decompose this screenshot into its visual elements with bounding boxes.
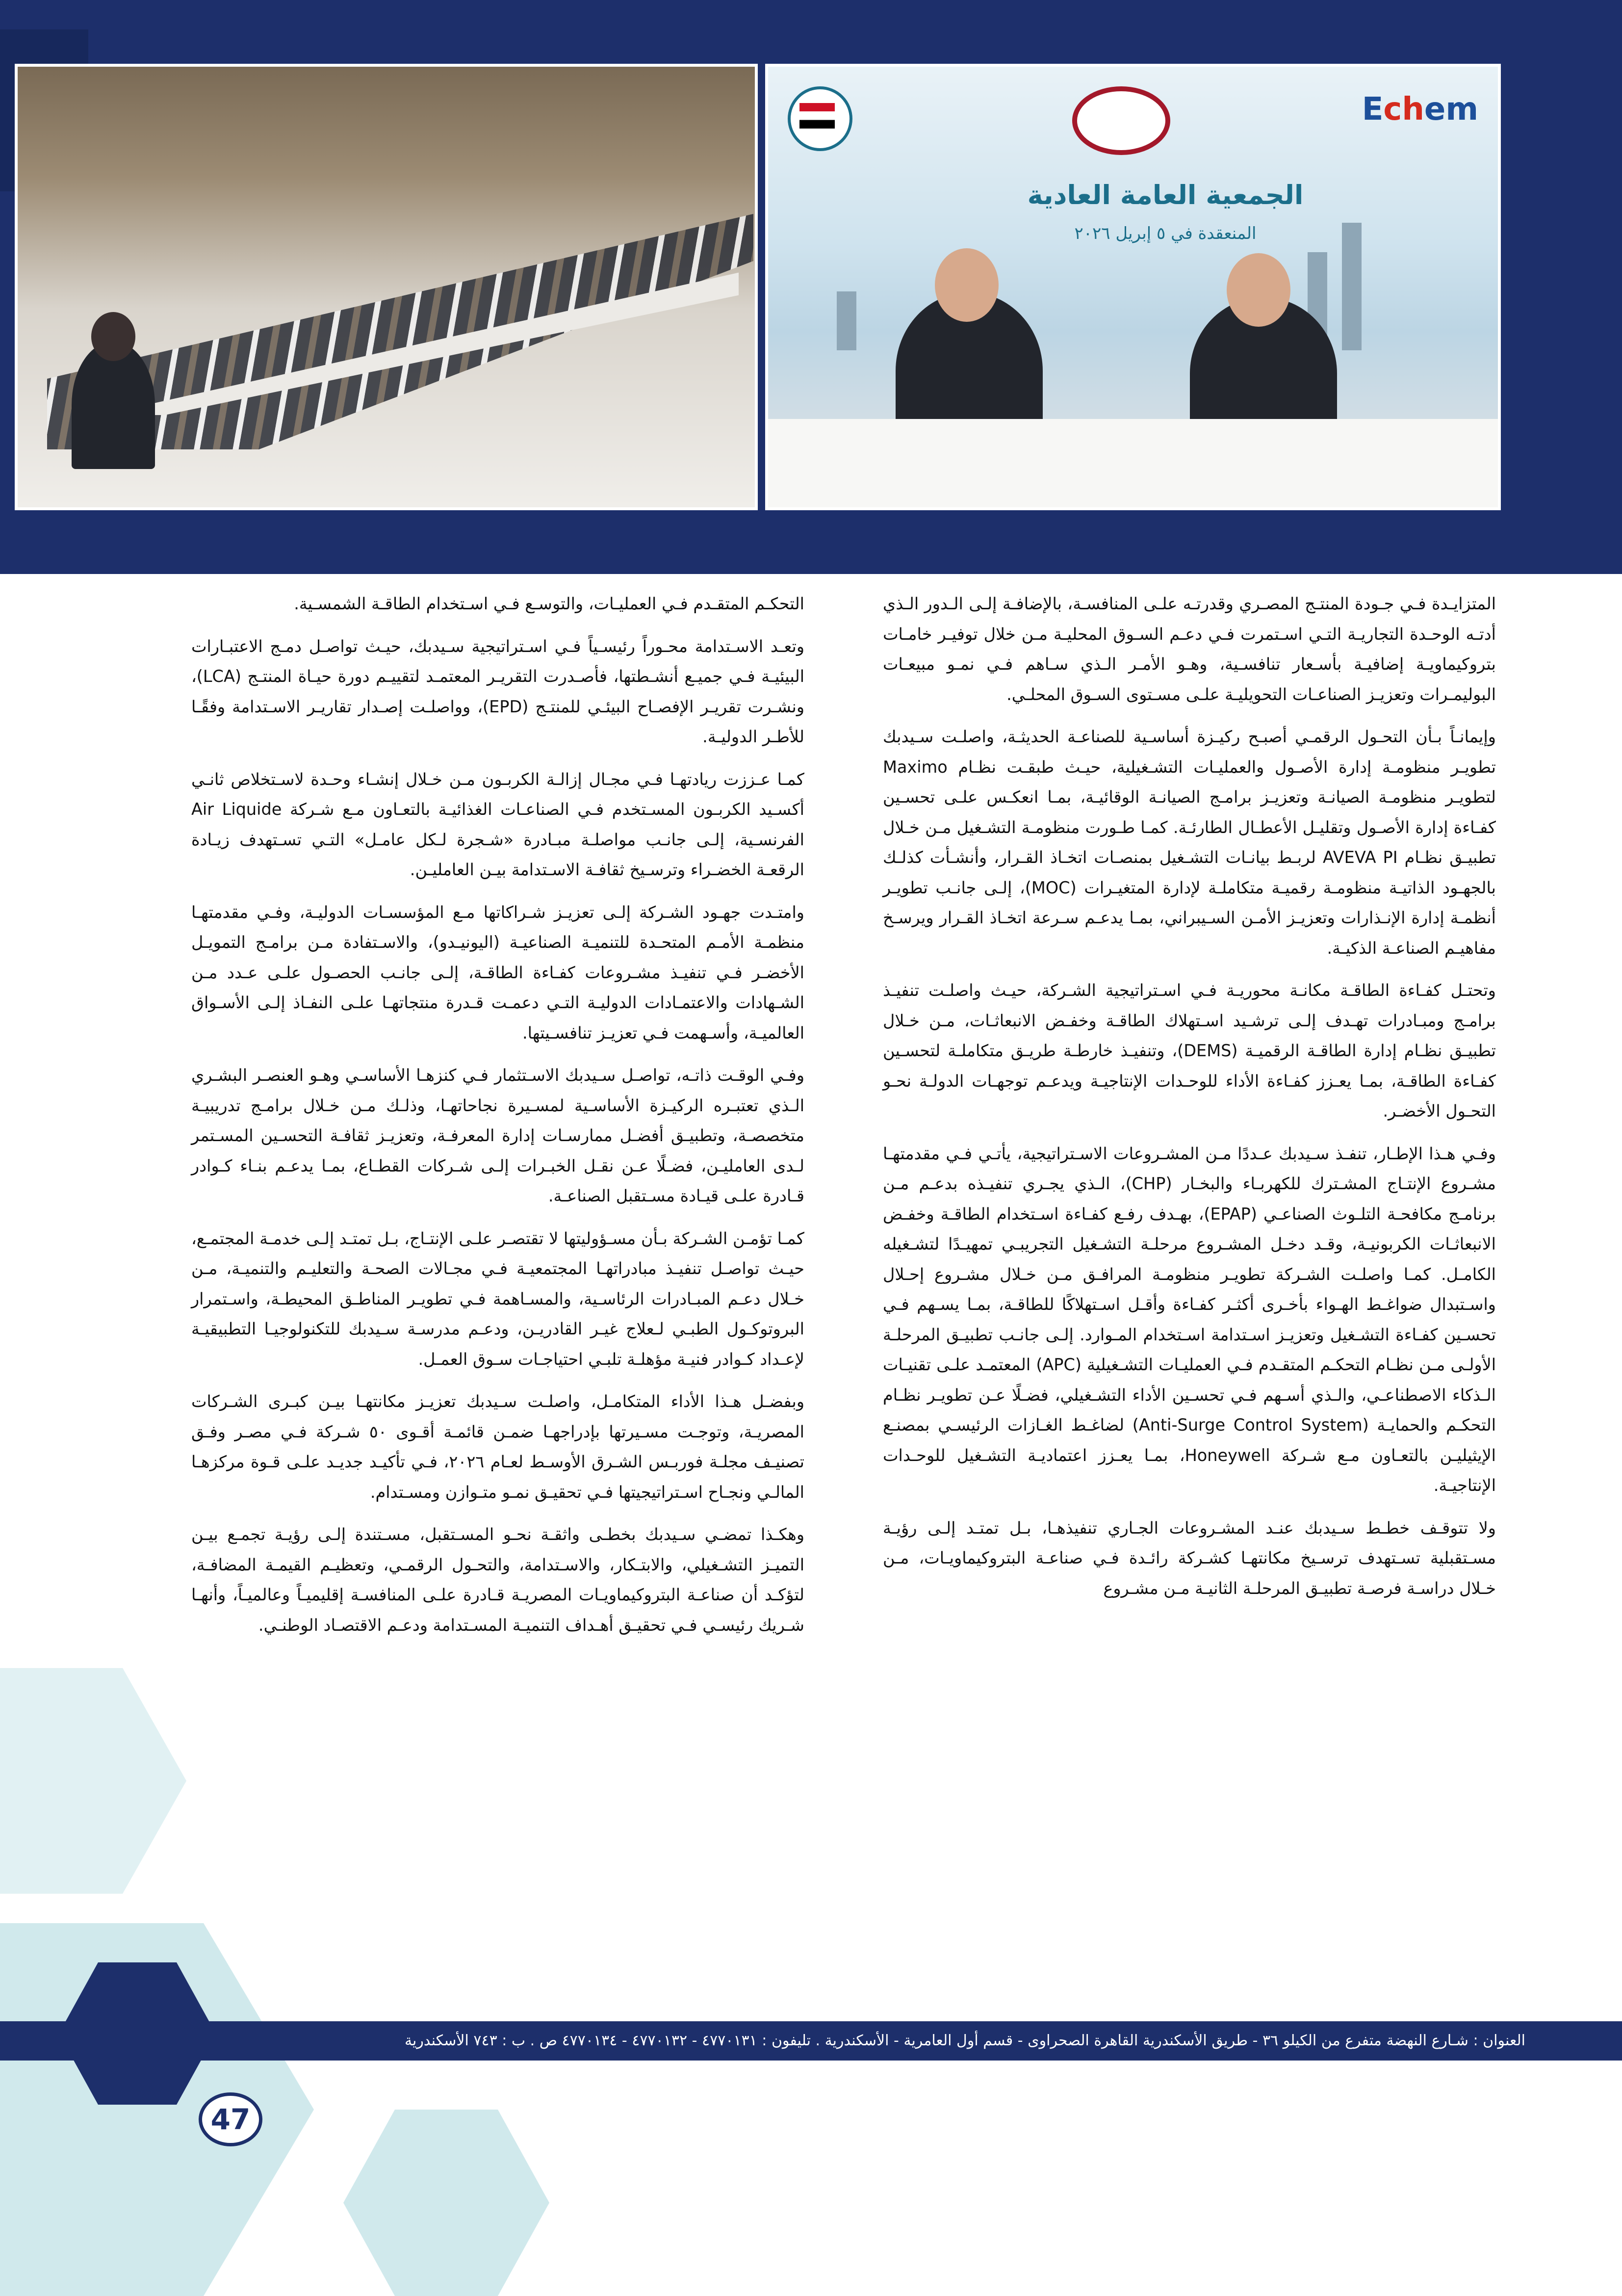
general-assembly-photo: [765, 64, 1501, 510]
paragraph: وفـي الوقـت ذاتـه، تواصـل سـيدبك الاسـتثمار فـي كنزهـا الأساسـي وهـو العنصـر البشـري الـذي تعتبـره الركيـزة الأساسـية لمسـيرة نجاحاتهـا، وذلـك مـن خـلال برامـج تدريبيـة متخصصـة، وتطبيـق أفضـل ممارسـات إدارة المعرفـة، وتعزيـز ثقافـة التحسـين المسـتمر لـدى العامليـن، فضـلًا عـن نقـل الخبـرات إلـى شـركات القطـاع، بمـا يدعـم بنـاء كـوادر قـادرة علـى قيـادة مسـتقبل الصناعـة.: [191, 1066, 804, 1205]
article-column-right: [883, 589, 1496, 1616]
paragraph: وبفضـل هـذا الأداء المتكامـل، واصلـت سـيدبك تعزيـز مكانتهـا بيـن كبـرى الشـركات المصريـة، وتوجـت مسـيرتها بإدراجهـا ضمـن قائمـة أقـوى ٥٠ شـركة فـي مصـر وفـق تصنيـف مجلـة فوربـس الشـرق الأوسـط لعـام ٢٠٢٦، فـي تأكيـد جديـد علـى قـوة مركزهـا المالـي ونجـاح اسـتراتيجيتها فـي تحقيـق نمـو متـوازن ومسـتدام.: [191, 1392, 804, 1502]
paragraph: وتعـد الاسـتدامة محـوراً رئيسـياً فـي اسـتراتيجية سـيدبك، حيـث تواصـل دمـج الاعتبـارات البيئيـة فـي جميـع أنشـطتها، فأصـدرت التقريـر المعتمـد لتقييـم دورة حيـاة المنتـج (LCA)، ونشـرت تقريـر الإفصـاح البيئـي للمنتـج (EPD)، وواصلـت إصـدار تقاريـر الاسـتدامة وفقًـا للأطـر الدوليـة.: [191, 636, 805, 746]
speaker-head: [935, 248, 999, 322]
banner-title: الجمعية العامة العادية: [1027, 180, 1304, 210]
plant-tower: [1342, 223, 1362, 350]
banner-subtitle: المنعقدة في ٥ إبريل ٢٠٢٦: [1074, 224, 1257, 243]
decorative-hexagon: [0, 1668, 186, 1894]
sidpec-logo: [1072, 86, 1170, 155]
egypt-flag-icon: [799, 103, 835, 129]
plant-tower: [837, 291, 856, 350]
paragraph: وهكـذا تمضـي سـيدبك بخطـى واثقـة نحـو المسـتقبل، مسـتندة إلـى رؤيـة تجمـع بيـن التميـز التشـغيلي، والابتـكار، والاسـتدامة، والتحـول الرقمـي، وتعظيـم القيمـة المضافـة، لتؤكـد أن صناعـة البتروكيماويـات المصريـة قـادرة علـى المنافسـة إقليميـاً وعالميـاً، وأنهـا شـريك رئيسـي فـي تحقيـق أهـداف التنميـة المسـتدامة ودعـم الاقتصـاد الوطنـي.: [191, 1525, 804, 1635]
podium-table: [768, 419, 1498, 507]
paragraph: التحكـم المتقـدم فـي العمليـات، والتوسـع فـي اسـتخدام الطاقـة الشمسـية.: [294, 594, 804, 613]
paragraph: وإيمانـاً بـأن التحـول الرقمـي أصبـح ركيـزة أساسـية للصناعـة الحديثـة، واصلـت سـيدبك تطويـر منظومـة إدارة الأصـول والعمليـات التشـغيلية، حيـث طبقـت نظـام Maximo لتطويـر منظومـة الصيانـة وتعزيـز برامـج الصيانـة الوقائيـة، بمـا انعكـس علـى تحسـين كفـاءة إدارة الأصـول وتقليـل الأعطـال الطارئـة. كمـا طـورت منظومـة التشـغيل مـن خـلال تطبيـق نظـام AVEVA PI لربـط بيانـات التشـغيل بمنصـات اتخـاذ القـرار، وأنشـأت كذلـك بالجهـود الذاتيـة منظومـة رقميـة متكاملـة لإدارة المتغيـرات (MOC)، إلـى جانـب تطويـر أنظمـة إدارة الإنـذارات وتعزيـز الأمـن السـيبراني، بمـا يدعـم سـرعة اتخـاذ القـرار ويرسـخ مفاهيـم الصناعـة الذكيـة.: [883, 727, 1496, 958]
echem-logo: Echem: [1362, 91, 1478, 128]
paragraph: كمـا عـززت ريادتهـا فـي مجـال إزالـة الكربـون مـن خـلال إنشـاء وحـدة لاسـتخلاص ثانـي أكسـيد الكربـون المسـتخدم فـي الصناعـات الغذائيـة بالتعـاون مـع شـركة Air Liquide الفرنسـية، إلـى جانـب مواصلـة مبـادرة «شـجرة لـكل عامـل» التـي تسـتهدف زيـادة الرقعـة الخضـراء وترسـيخ ثقافـة الاسـتدامة بيـن العامليـن.: [191, 769, 804, 879]
paragraph: ولا تتوقـف خطـط سـيدبك عنـد المشـروعات الجـاري تنفيذهـا، بـل تمتـد إلـى رؤيـة مسـتقبلية تسـتهدف ترسـيخ مكانتهـا كشـركة رائـدة فـي صناعـة البتروكيماويـات، مـن خـلال دراسـة فرصـة تطبيـق المرحلـة الثانيـة مـن مشـروع: [883, 1518, 1496, 1598]
meeting-room-photo: [15, 64, 758, 510]
decorative-hexagon: [343, 2110, 549, 2296]
paragraph: وتحتـل كفـاءة الطاقـة مكانـة محوريـة فـي اسـتراتيجية الشـركة، حيـث واصلـت تنفيـذ برامـج ومبـادرات تهـدف إلـى ترشـيد اسـتهلاك الطاقـة وخفـض الانبعاثـات، مـن خـلال تطبيـق نظـام إدارة الطاقـة الرقميـة (DEMS)، وتنفيـذ خارطـة طريـق متكاملـة لتحسـين كفـاءة الطاقـة، بمـا يعـزز كفـاءة الأداء للوحـدات الإنتاجيـة ويدعـم توجهـات الدولـة نحـو التحـول الأخضـر.: [883, 981, 1496, 1121]
article-column-left: [191, 589, 804, 1652]
paragraph: وامتـدت جهـود الشـركة إلـى تعزيـز شـراكاتها مـع المؤسسـات الدوليـة، وفـي مقدمتهـا منظمـة الأمـم المتحـدة للتنميـة الصناعيـة (اليونيـدو)، والاسـتفادة مـن برامـج التمويـل الأخضـر فـي تنفيـذ مشـروعات كفـاءة الطاقـة، إلـى جانـب الحصـول علـى عـدد مـن الشـهادات والاعتمـادات الدوليـة التـي دعمـت قـدرة منتجاتهـا علـى النفـاذ إلـى الأسـواق العالميـة، وأسـهمت فـي تعزيـز تنافسـيتها.: [191, 902, 804, 1043]
paragraph: وفـي هـذا الإطـار، تنفـذ سـيدبك عـددًا مـن المشـروعات الاسـتراتيجية، يأتـي فـي مقدمتهـا مشـروع الإنتـاج المشـترك للكهربـاء والبخـار (CHP)، الـذي يجـري تنفيـذه بدعـم مـن برنامـج مكافحـة التلـوث الصناعـي (EPAP)، بهـدف رفـع كفـاءة اسـتخدام الطاقـة وخفـض الانبعاثـات الكربونيـة، وقـد دخـل المشـروع مرحلـة التشـغيل التجريبـي تمهيـدًا لتشـغيله الكامـل. كمـا واصلـت الشـركة تطويـر منظومـة المرافـق مـن خـلال مشـروع إحـلال واسـتبدال ضواغـط الهـواء بأخـرى أكثـر كفـاءة وأقـل اسـتهلاكًا للطاقـة، بمـا يسـهم فـي تحسـين كفـاءة التشـغيل وتعزيـز اسـتدامة اسـتخدام المـوارد. إلـى جانـب تطبيـق المرحلـة الأولـى مـن نظـام التحكـم المتقـدم فـي العمليـات التشـغيلية (APC) المعتمـد علـى تقنيـات الـذكاء الاصطناعـي، والـذي أسـهم فـي تحسـين الأداء التشـغيلي، فضـلًا عـن تطويـر نظـام التحكـم والحمايـة (Anti-Surge Control System) لضاغـط الغـازات الرئيسـي بمصنـع الإيثيليـن بالتعـاون مـع شـركة Honeywell، بمـا يعـزز اعتماديـة التشـغيل للوحـدات الإنتاجيـة.: [883, 1144, 1496, 1495]
paragraph: كمـا تؤمـن الشـركة بـأن مسـؤوليتها لا تقتصـر علـى الإنتـاج، بـل تمتـد إلـى خدمـة المجتمـع، حيـث تواصـل تنفيـذ مبادراتهـا المجتمعيـة فـي مجـالات الصحـة والتعليـم والتنميـة، مـن خـلال دعـم المبـادرات الرئاسـية، والمسـاهمة فـي تطويـر المناطـق المحيطـة، واسـتمرار البروتوكـول الطبـي لـعلاج غيـر القادريـن، ودعـم مدرسـة سـيدبك للتكنولوجيـا التطبيقيـة لإعـداد كـوادر فنيـة مؤهلـة تلبـي احتياجـات سـوق العمـل.: [191, 1228, 804, 1369]
footer-address: العنوان : شـارع النهضة متفرع من الكيلو ٣٦ - طريق الأسكندرية القاهرة الصحراوى - قسم أول العامرية - الأسكندرية . تليفون : ٤٧٧٠١٣١ - ٤٧٧٠١٣٢ - ٤٧٧٠١٣٤ ص . ب : ٧٤٣ الأسكندرية: [404, 2032, 1525, 2049]
speaker-head: [1227, 253, 1290, 327]
attendee-head: [91, 312, 135, 361]
paragraph: المتزايـدة فـي جـودة المنتـج المصـري وقدرتـه علـى المنافسـة، بالإضافـة إلـى الـدور الـذي أدتـه الوحـدة التجاريـة التـي اسـتمرت فـي دعـم السـوق المحليـة مـن خلال توفيـر خامـات بتروكيماويـة إضافيـة بأسـعار تنافسـية، وهـو الأمـر الـذي سـاهم فـي نمـو مبيعـات البوليمـرات وتعزيـز الصناعـات التحويليـة علـى مسـتوى السـوق المحلـي.: [883, 594, 1496, 704]
page-number: 47: [199, 2092, 262, 2146]
